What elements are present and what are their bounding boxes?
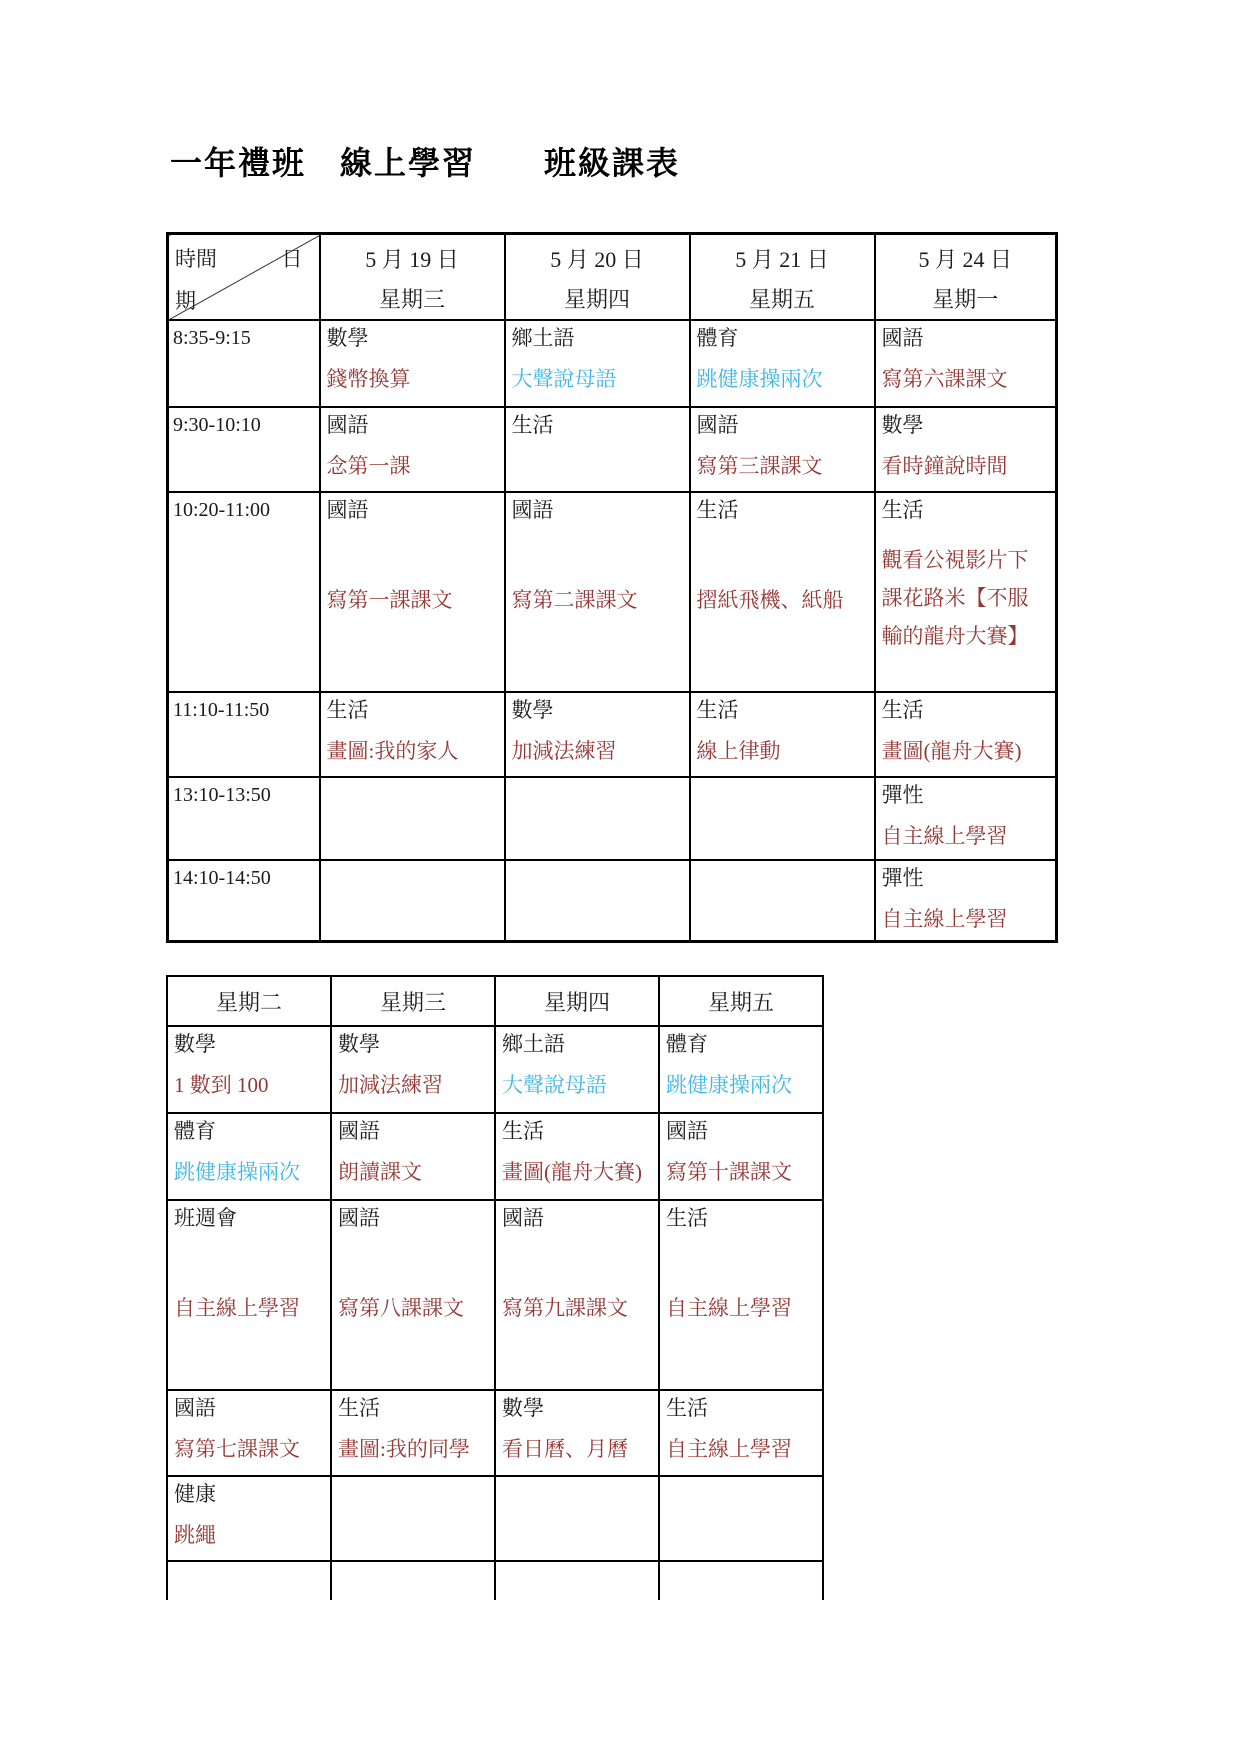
activity-label: 看時鐘說時間 — [881, 453, 1008, 478]
table-row — [168, 692, 1057, 777]
schedule-cell — [690, 320, 875, 407]
schedule-cell — [875, 407, 1057, 492]
table-row — [167, 1026, 823, 1113]
activity-label: 畫圖(龍舟大賽) — [502, 1160, 642, 1184]
header-row — [168, 234, 1057, 320]
day-header-cell — [690, 234, 875, 320]
schedule-cell — [167, 1476, 331, 1561]
schedule-cell — [320, 777, 505, 860]
schedule-cell — [875, 777, 1057, 860]
activity-label: 寫第三課課文 — [696, 453, 823, 478]
activity-label: 寫第十課課文 — [666, 1160, 792, 1184]
header-weekday: 星期三 — [378, 287, 445, 312]
subject-label: 彈性 — [881, 865, 924, 890]
day-header-cell — [320, 234, 505, 320]
subject-label: 國語 — [696, 412, 739, 437]
schedule-cell — [331, 1390, 495, 1476]
activity-label: 1 數到 100 — [174, 1073, 269, 1097]
table-row — [167, 1113, 823, 1200]
subject-label: 生活 — [338, 1396, 380, 1420]
schedule-cell — [167, 1113, 331, 1200]
subject-label: 數學 — [338, 1032, 380, 1056]
activity-label: 看日曆、月曆 — [502, 1437, 628, 1461]
table-row — [168, 860, 1057, 942]
activity-label: 觀看公視影片下課花路米【不服輸的龍舟大賽】 — [881, 547, 1029, 648]
day-header-cell — [875, 234, 1057, 320]
schedule-cell — [495, 1200, 659, 1390]
subject-label: 國語 — [174, 1396, 216, 1420]
schedule-cell — [495, 1113, 659, 1200]
activity-label: 大聲說母語 — [502, 1073, 607, 1097]
activity-label: 寫第二課課文 — [511, 587, 638, 612]
schedule-cell — [320, 492, 505, 692]
week1-schedule-section — [166, 232, 1058, 943]
subject-label: 生活 — [881, 497, 924, 522]
schedule-cell — [505, 320, 690, 407]
schedule-cell — [690, 777, 875, 860]
activity-label: 寫第七課課文 — [174, 1437, 300, 1461]
day-header-cell: 星期四 — [495, 976, 659, 1026]
schedule-cell — [875, 692, 1057, 777]
schedule-cell — [167, 1200, 331, 1390]
schedule-cell — [659, 1476, 823, 1561]
activity-label: 跳健康操兩次 — [174, 1160, 300, 1184]
subject-label: 數學 — [174, 1032, 216, 1056]
schedule-cell — [659, 1390, 823, 1476]
subject-label: 體育 — [696, 325, 739, 350]
schedule-cell — [690, 407, 875, 492]
header-date: 5 月 24 日 — [918, 247, 1012, 272]
schedule-cell — [320, 320, 505, 407]
activity-label: 自主線上學習 — [666, 1296, 792, 1320]
activity-label: 錢幣換算 — [326, 366, 411, 391]
activity-label: 寫第一課課文 — [326, 587, 453, 612]
schedule-cell — [875, 860, 1057, 942]
subject-label: 國語 — [666, 1119, 708, 1143]
schedule-cell — [495, 1390, 659, 1476]
table-row — [168, 407, 1057, 492]
activity-label: 加減法練習 — [511, 738, 617, 763]
table-row — [167, 1390, 823, 1476]
week2-schedule-section — [166, 975, 824, 1600]
subject-label: 健康 — [174, 1482, 216, 1506]
subject-label: 國語 — [338, 1206, 380, 1230]
page-title: 一年禮班 線上學習 班級課表 — [170, 145, 681, 181]
table-row — [167, 1476, 823, 1561]
subject-label: 生活 — [696, 497, 739, 522]
subject-label: 國語 — [326, 497, 369, 522]
activity-label: 寫第六課課文 — [881, 366, 1008, 391]
header-date: 5 月 21 日 — [735, 247, 829, 272]
schedule-cell — [331, 1113, 495, 1200]
time-slot: 11:10-11:50 — [168, 692, 320, 777]
table-row — [167, 1561, 823, 1600]
schedule-cell — [167, 1390, 331, 1476]
subject-label: 國語 — [338, 1119, 380, 1143]
schedule-cell — [875, 320, 1057, 407]
corner-cell — [168, 234, 320, 320]
subject-label: 生活 — [511, 412, 554, 437]
subject-label: 鄉土語 — [511, 325, 575, 350]
activity-label: 念第一課 — [326, 453, 411, 478]
schedule-cell — [331, 1476, 495, 1561]
day-header-cell: 星期二 — [167, 976, 331, 1026]
time-slot: 10:20-11:00 — [168, 492, 320, 692]
header-weekday: 星期五 — [748, 287, 815, 312]
schedule-cell — [690, 860, 875, 942]
corner-time-label: 時間 — [175, 247, 217, 271]
subject-label: 鄉土語 — [502, 1032, 565, 1056]
time-slot: 13:10-13:50 — [168, 777, 320, 860]
table-row — [167, 1200, 823, 1390]
subject-label: 國語 — [511, 497, 554, 522]
day-header-cell: 星期五 — [659, 976, 823, 1026]
activity-label: 線上律動 — [696, 738, 781, 763]
activity-label: 朗讀課文 — [338, 1160, 422, 1184]
schedule-cell — [167, 1026, 331, 1113]
schedule-cell — [331, 1026, 495, 1113]
activity-label: 畫圖:我的家人 — [326, 738, 459, 763]
subject-label: 班週會 — [174, 1206, 237, 1230]
subject-label: 生活 — [881, 697, 924, 722]
subject-label: 生活 — [666, 1396, 708, 1420]
table-row — [168, 492, 1057, 692]
schedule-cell — [505, 860, 690, 942]
corner-date-label-part1: 日 — [281, 247, 303, 271]
schedule-table-week2 — [166, 975, 824, 1600]
schedule-cell — [495, 1026, 659, 1113]
subject-label: 國語 — [326, 412, 369, 437]
activity-label: 寫第九課課文 — [502, 1296, 628, 1320]
header-weekday: 星期一 — [932, 287, 999, 312]
table-row — [168, 320, 1057, 407]
schedule-cell — [659, 1026, 823, 1113]
schedule-cell — [505, 692, 690, 777]
subject-label: 彈性 — [881, 782, 924, 807]
activity-label: 加減法練習 — [338, 1073, 443, 1097]
schedule-cell — [495, 1476, 659, 1561]
schedule-cell — [875, 492, 1057, 692]
schedule-cell — [659, 1113, 823, 1200]
subject-label: 數學 — [511, 697, 554, 722]
subject-label: 生活 — [502, 1119, 544, 1143]
activity-label: 自主線上學習 — [881, 906, 1008, 931]
schedule-cell — [167, 1561, 331, 1600]
activity-label: 跳繩 — [174, 1523, 216, 1547]
subject-label: 國語 — [502, 1206, 544, 1230]
schedule-cell — [505, 492, 690, 692]
schedule-cell — [505, 777, 690, 860]
day-header-cell: 星期三 — [331, 976, 495, 1026]
table-row — [168, 777, 1057, 860]
schedule-cell — [659, 1561, 823, 1600]
subject-label: 數學 — [502, 1396, 544, 1420]
schedule-cell — [331, 1200, 495, 1390]
schedule-cell — [659, 1200, 823, 1390]
day-header-cell — [505, 234, 690, 320]
activity-label: 自主線上學習 — [666, 1437, 792, 1461]
schedule-cell — [690, 692, 875, 777]
activity-label: 寫第八課課文 — [338, 1296, 464, 1320]
time-slot: 8:35-9:15 — [168, 320, 320, 407]
subject-label: 國語 — [881, 325, 924, 350]
activity-label: 畫圖(龍舟大賽) — [881, 738, 1022, 763]
header-date: 5 月 20 日 — [550, 247, 644, 272]
schedule-cell — [331, 1561, 495, 1600]
activity-label: 摺紙飛機、紙船 — [696, 587, 844, 612]
schedule-cell — [320, 407, 505, 492]
subject-label: 體育 — [174, 1119, 216, 1143]
subject-label: 數學 — [326, 325, 369, 350]
time-slot: 9:30-10:10 — [168, 407, 320, 492]
schedule-cell — [320, 860, 505, 942]
schedule-cell — [320, 692, 505, 777]
subject-label: 生活 — [696, 697, 739, 722]
subject-label: 生活 — [326, 697, 369, 722]
schedule-cell — [495, 1561, 659, 1600]
activity-label: 大聲說母語 — [511, 366, 617, 391]
subject-label: 體育 — [666, 1032, 708, 1056]
time-slot: 14:10-14:50 — [168, 860, 320, 942]
header-weekday: 星期四 — [563, 287, 630, 312]
header-row — [167, 976, 823, 1026]
activity-label: 畫圖:我的同學 — [338, 1437, 470, 1461]
header-date: 5 月 19 日 — [365, 247, 459, 272]
subject-label: 生活 — [666, 1206, 708, 1230]
activity-label: 跳健康操兩次 — [666, 1073, 792, 1097]
activity-label: 自主線上學習 — [174, 1296, 300, 1320]
schedule-table-week1 — [166, 232, 1058, 943]
corner-date-label-part2: 期 — [175, 289, 196, 313]
activity-label: 跳健康操兩次 — [696, 366, 823, 391]
activity-label: 自主線上學習 — [881, 823, 1008, 848]
schedule-cell — [690, 492, 875, 692]
subject-label: 數學 — [881, 412, 924, 437]
schedule-cell — [505, 407, 690, 492]
